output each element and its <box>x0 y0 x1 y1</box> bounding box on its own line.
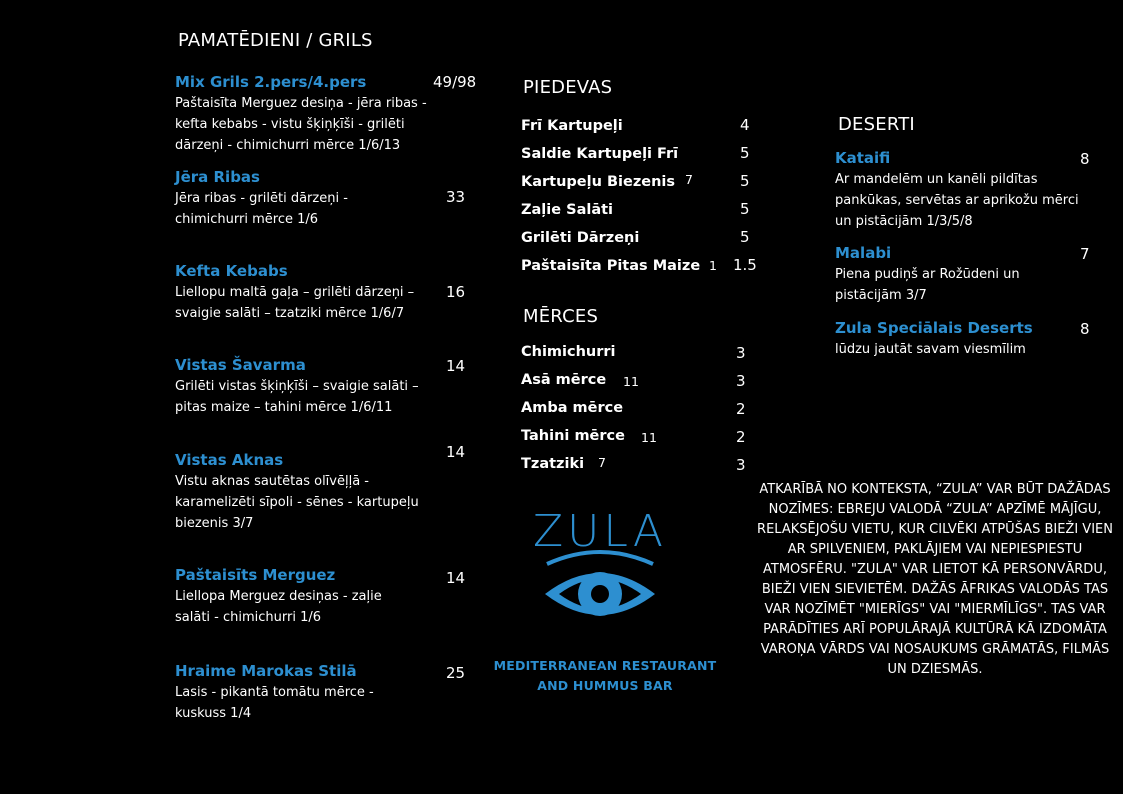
side-name: Paštaisīta Pitas Maize <box>521 258 701 274</box>
dessert-description: Piena pudiņš ar Rožūdeni un pistācijām 3/7 <box>835 267 1020 303</box>
zula-logo <box>535 500 665 625</box>
side-name: Saldie Kartupeļi Frī <box>521 146 679 162</box>
sauces-title: MĒRCES <box>523 306 599 327</box>
dish-price: 16 <box>446 283 466 301</box>
dish-description: Vistu aknas sautētas olīvēļļā - karamelizēti sīpoli - sēnes - kartupeļu biezenis 3/7 <box>175 474 419 531</box>
dessert-price: 8 <box>1080 150 1090 168</box>
dish-name: Jēra Ribas <box>175 168 260 186</box>
side-name: Zaļie Salāti <box>521 202 614 218</box>
sauce-price: 3 <box>736 372 746 390</box>
allergen-code: 11 <box>641 430 657 445</box>
dish-price: 33 <box>446 188 466 206</box>
dessert-description: Ar mandelēm un kanēli pildītas pankūkas, servētas ar aprikožu mērci un pistācijām 1/3/5/8 <box>835 172 1079 229</box>
dish-price: 49/98 <box>433 73 477 91</box>
logo-tagline-line2: AND HUMMUS BAR <box>537 678 673 693</box>
dish-description: Liellopa Merguez desiņas - zaļie salāti - chimichurri 1/6 <box>175 589 382 625</box>
side-name: Kartupeļu Biezenis <box>521 174 676 190</box>
menu-item <box>175 451 433 534</box>
sauce-name: Tzatziki <box>521 456 585 472</box>
side-price: 4 <box>740 116 750 134</box>
dish-price: 25 <box>446 664 466 682</box>
menu-item <box>175 73 435 156</box>
dessert-name: Zula Speciālais Deserts <box>835 319 1033 337</box>
menu-item <box>175 168 420 230</box>
sauce-price: 2 <box>736 400 746 418</box>
side-price: 5 <box>740 200 750 218</box>
dessert-price: 7 <box>1080 245 1090 263</box>
dish-description: Liellopu maltā gaļa – grilēti dārzeņi – svaigie salāti – tzatziki mērce 1/6/7 <box>175 285 415 321</box>
sauce-name: Chimichurri <box>521 344 616 360</box>
dish-price: 14 <box>446 357 466 375</box>
side-name: Frī Kartupeļi <box>521 118 623 134</box>
dish-description: Grilēti vistas šķiņķīši – svaigie salāti – pitas maize – tahini mērce 1/6/11 <box>175 379 419 415</box>
logo-tagline-line1: MEDITERRANEAN RESTAURANT <box>493 658 717 673</box>
mains-title: PAMATĒDIENI / GRILS <box>178 30 373 51</box>
side-name: Grilēti Dārzeņi <box>521 230 640 246</box>
side-price: 1.5 <box>733 256 757 274</box>
dish-name: Kefta Kebabs <box>175 262 288 280</box>
logo-wordmark: ZULA <box>535 506 665 557</box>
dessert-item <box>835 319 1075 360</box>
dessert-name: Kataifi <box>835 149 891 167</box>
sauce-name: Asā mērce <box>521 372 607 388</box>
dish-price: 14 <box>446 569 466 587</box>
side-price: 5 <box>740 144 750 162</box>
dish-price: 14 <box>446 443 466 461</box>
sauce-name: Amba mērce <box>521 400 624 416</box>
menu-item <box>175 356 433 418</box>
about-zula-text: ATKARĪBĀ NO KONTEKSTA, “ZULA” VAR BŪT DAŽĀDAS NOZĪMES: EBREJU VALODĀ “ZULA” APZĪMĒ MĀJĪGU, RELAKSĒJOŠU VIETU, KUR CILVĒKI ATPŪŠAS BIEŽI VIEN AR SPILVENIEM, PAKLĀJIEM VAI NEPIESPIESTU ATMOSFĒRU. "ZULA" VAR LIETOT KĀ PERSONVĀRDU, BIEŽI VIEN SIEVIETĒM. DAŽĀS ĀFRIKAS VALODĀS TAS VAR NOZĪMĒT "MIERĪGS" VAI "MIERMĪLĪGS". TAS VAR PARĀDĪTIES ARĪ POPULĀRAJĀ KULTŪRĀ KĀ IZDOMĀTA VAROŅA VĀRDS VAI NOSAUKUMS GRĀMATĀS, FILMĀS UN DZIESMĀS. <box>757 482 1113 677</box>
dish-description: Lasis - pikantā tomātu mērce - kuskuss 1/4 <box>175 685 374 721</box>
allergen-code: 7 <box>685 172 693 187</box>
side-price: 5 <box>740 228 750 246</box>
sauce-price: 3 <box>736 344 746 362</box>
allergen-code: 1 <box>709 258 717 273</box>
dish-name: Hraime Marokas Stilā <box>175 662 357 680</box>
sauce-name: Tahini mērce <box>521 428 625 444</box>
eye-icon <box>545 572 655 616</box>
dish-name: Vistas Šavarma <box>175 356 306 374</box>
allergen-code: 7 <box>598 455 606 470</box>
logo-tagline <box>483 656 727 696</box>
menu-item <box>175 566 405 628</box>
dessert-item <box>835 149 1080 232</box>
dessert-item <box>835 244 1050 306</box>
dish-description: Jēra ribas - grilēti dārzeņi - chimichurri mērce 1/6 <box>175 191 348 227</box>
menu-item <box>175 262 433 324</box>
sauce-price: 2 <box>736 428 746 446</box>
menu-item <box>175 662 405 724</box>
dessert-price: 8 <box>1080 320 1090 338</box>
dish-name: Vistas Aknas <box>175 451 284 469</box>
dish-name: Paštaisīts Merguez <box>175 566 336 584</box>
zula-logo-graphic <box>535 500 665 625</box>
desserts-title: DESERTI <box>838 114 915 135</box>
side-price: 5 <box>740 172 750 190</box>
dish-description: Paštaisīta Merguez desiņa - jēra ribas - kefta kebabs - vistu šķiņķīši - grilēti dārzeņi - chimichurri mērce 1/6/13 <box>175 96 427 153</box>
dish-name: Mix Grils 2.pers/4.pers <box>175 73 367 91</box>
sides-title: PIEDEVAS <box>523 77 613 98</box>
sauce-price: 3 <box>736 456 746 474</box>
dessert-name: Malabi <box>835 244 892 262</box>
allergen-code: 11 <box>623 374 639 389</box>
dessert-description: lūdzu jautāt savam viesmīlim <box>835 342 1026 357</box>
